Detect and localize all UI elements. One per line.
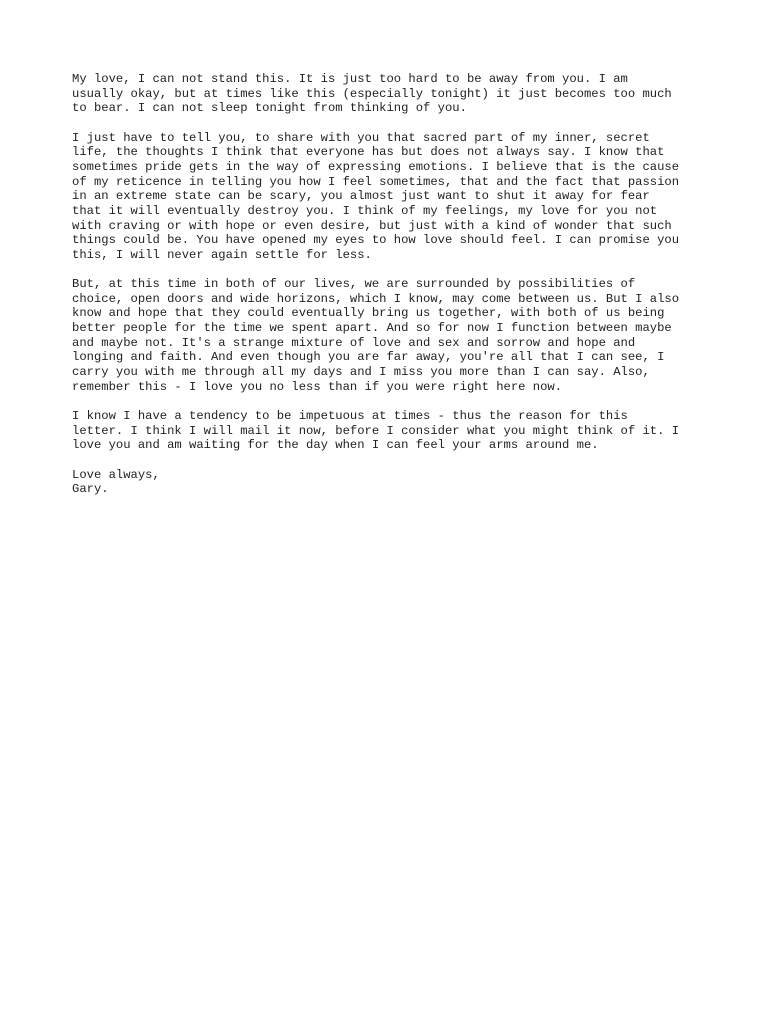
letter-line: know and hope that they could eventually bring us together, with both of us being [72, 306, 665, 321]
letter-line: sometimes pride gets in the way of expressing emotions. I believe that is the cause [72, 159, 680, 174]
letter-line: carry you with me through all my days and I miss you more than I can say. Also, [72, 365, 650, 380]
letter-line: in an extreme state can be scary, you almost just want to shut it away for fear [72, 189, 650, 204]
letter-closing: Love always, [72, 467, 160, 482]
letter-line: longing and faith. And even though you are far away, you're all that I can see, I [72, 350, 665, 365]
letter-line: I know I have a tendency to be impetuous at times - thus the reason for this [72, 409, 628, 424]
letter-line: love you and am waiting for the day when I can feel your arms around me. [72, 438, 599, 453]
letter-line: with craving or with hope or even desire, but just with a kind of wonder that such [72, 218, 672, 233]
letter-paragraph-1 [72, 72, 732, 116]
letter-line: and maybe not. It's a strange mixture of love and sex and sorrow and hope and [72, 335, 636, 350]
letter-line: this, I will never again settle for less. [72, 247, 372, 262]
letter-line: letter. I think I will mail it now, before I consider what you might think of it. I [72, 423, 680, 438]
letter-paragraph-4 [72, 409, 732, 453]
letter-signature: Gary. [72, 482, 109, 497]
letter-line: My love, I can not stand this. It is just too hard to be away from you. I am [72, 72, 628, 86]
letter-line: of my reticence in telling you how I feel sometimes, that and the fact that passion [72, 174, 680, 189]
letter-line: I just have to tell you, to share with you that sacred part of my inner, secret [72, 130, 650, 145]
letter-line: usually okay, but at times like this (especially tonight) it just becomes too much [72, 86, 672, 101]
letter-line: life, the thoughts I think that everyone has but does not always say. I know that [72, 145, 665, 160]
letter-signoff [72, 468, 732, 497]
letter-line: remember this - I love you no less than if you were right here now. [72, 379, 563, 394]
letter-paragraph-3 [72, 277, 732, 394]
letter-line: better people for the time we spent apart. And so for now I function between maybe [72, 321, 672, 336]
letter-line: to bear. I can not sleep tonight from thinking of you. [72, 101, 467, 116]
letter-paragraph-2 [72, 131, 732, 263]
letter-line: things could be. You have opened my eyes to how love should feel. I can promise you [72, 233, 680, 248]
letter-line: choice, open doors and wide horizons, which I know, may come between us. But I also [72, 291, 680, 306]
letter-line: But, at this time in both of our lives, we are surrounded by possibilities of [72, 277, 636, 292]
letter-line: that it will eventually destroy you. I think of my feelings, my love for you not [72, 203, 658, 218]
letter-page [72, 72, 732, 512]
